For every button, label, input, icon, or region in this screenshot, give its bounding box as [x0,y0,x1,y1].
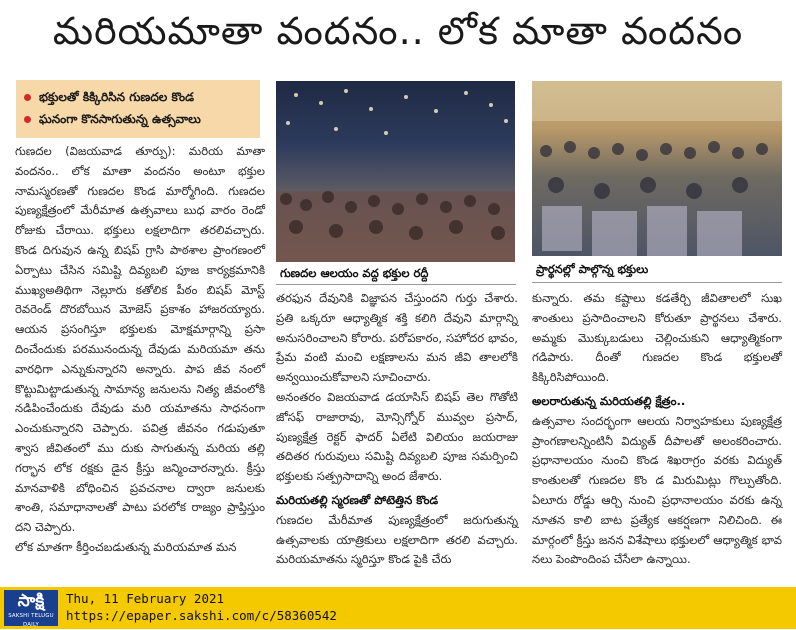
caption-divider [276,284,516,285]
photo-caption: గుణదల ఆలయం వద్ద భక్తుల రద్దీ [280,266,429,280]
logo-text: సాక్షి [17,591,45,611]
crowd-photo [276,81,515,262]
article-column-3 [532,289,782,570]
bullet-icon [24,94,31,101]
edition-date: Thu, 11 February 2021 [66,591,225,606]
highlights-box [16,80,260,138]
crowd-photo-image [276,81,515,262]
article-column-2 [276,289,518,570]
photo-caption: ప్రార్థనల్లో పాల్గొన్న భక్తులు [536,262,649,276]
article-paragraph: ఉత్సవాల సందర్భంగా ఆలయ నిర్వాహకులు పుణ్యక్షేత్ర ప్రాంగణాలన్నింటినీ విద్యుత్ దీపాలతో అలంకరించారు. ప్రధానాలయం నుంచి కొండ శిఖరాగ్రం వరకు విద్యుత్ కాంతులతో గుణదల కొం డ మిరుమిట్లు గొల్పుతోంది. ఏలూరు రోడ్డు ఆర్చి నుంచి ప్రధానాలయం వరకు ఉన్న నూతన కాలి బాట ప్రత్యేక ఆకర్షణగా నిలిచింది. ఈ మార్గంలో క్రీస్తు జనన విశేషాలు భక్తులలో ఆధ్యాత్మిక భావ నలు పెంపొందింప చేసేలా ఉన్నాయి. [532,413,782,567]
subheading: మరియతల్లి స్మరణతో పోటెత్తిన కొండ [276,492,439,507]
epaper-url[interactable]: https://epaper.sakshi.com/c/58360542 [66,608,337,623]
highlight-text: భక్తులతో కిక్కిరిసిన గుణదల కొండ [39,90,195,104]
article-paragraph: అనంతరం విజయవాడ డయాసిస్ బిషప్ తెల గొతోటి జోసఫ్ రాజారావు, మోన్సిగ్నోర్ మువ్వల ప్రసాద్, పుణ్యక్షేత్ర రెక్టర్ ఫాదర్ ఏలేటి విలియం జయరాజు తదితర గురువులు సమిష్టి దివ్యబలి పూజ సమర్పించి భక్తులకు సత్ప్రసాదాన్ని అంద జేశారు. [276,389,518,484]
highlight-text: ఘనంగా కొనసాగుతున్న ఉత్సవాలు [39,112,201,126]
logo-subtitle: SAKSHI TELUGU DAILY [8,613,54,628]
prayer-photo-image [532,81,782,256]
article-paragraph: గుణదల మేరీమాత పుణ్యక్షేత్రంలో జరుగుతున్న ఉత్సవాలకు యాత్రికులు లక్షలాదిగా తరలి వచ్చారు. మరియమాతను స్మరిస్తూ కొండ పైకి చేరు [276,512,518,567]
article-column-1 [15,142,265,558]
caption-divider [532,282,782,283]
footer-info [66,590,337,624]
footer-bar [0,587,796,629]
highlight-item [24,108,252,130]
headline: మరియమాతా వందనం.. లోక మాతా వందనం [52,9,744,53]
highlight-item [24,86,252,108]
article-paragraph: గుణదల (విజయవాడ తూర్పు): మరియ మాతా వందనం.. లోక మాతా వందనం అంటూ భక్తుల నామస్మరణతో గుణదల కొండ మార్మోగింది. గుణదల పుణ్యక్షేత్రంలో మేరీమాత ఉత్సవాలు బుధ వారం రెండో రోజుకు చేరాయి. భక్తులు లక్షలాదిగా తరలివచ్చారు. కొండ దిగువున ఉన్న బిషప్ గ్రాసి పాఠశాల ప్రాంగణంలో ఏర్పాటు చేసిన సమిష్టి దివ్యబలి పూజ కార్యక్రమానికి ముఖ్యఅతిథిగా నెల్లూరు కతోలిక పీఠం బిషప్ మోస్ట్ రెవరెండ్ దొరబోయిన మోజెస్ ప్రకాశం హాజరయ్యారు. ఆయన ప్రసంగిస్తూ భక్తులకు మోక్షమార్గాన్ని ప్రసా దించేందుకు పరమునందున్న దేవుడు మరియమా తను వారధిగా ఎన్నుకున్నారని అన్నారు. పాప జీవ నంలో కొట్టుమిట్టాడుతున్న సామాన్య జనులను నిత్య జీవంలోకి నడిపించేందుకు దేవుడు మరి యమాతను సాధనంగా ఎంచుకున్నారని చెప్పారు. పవిత్ర జీవనం గడుపుతూ శ్వాస జీవితంలో ము దుకు సాగుతున్న మరియ తల్లి గర్భాన లోక రక్షకు డైన క్రీస్తు జన్మించారన్నారు. క్రీస్తు మానవాళికి బోధించిన ప్రవచనాల ద్వారా జనులకు శాంతి, సమాధానాలతో పాటు పరలోక రాజ్యం ప్రాప్తిస్తుం దని చెప్పారు. [15,144,265,535]
article-paragraph: లోక మాతగా కీర్తించబడుతున్న మరియమాత మన [15,539,237,554]
subheading: అలరారుతున్న మరియతల్లి క్షేత్రం.. [532,393,686,408]
article-paragraph: తరఫున దేవునికి విజ్ఞాపన చేస్తుందని గుర్తు చేశారు. ప్రతి ఒక్కరూ ఆధ్యాత్మిక శక్తి కలిగి దేవుని మార్గాన్ని అనుసరించాలని కోరారు. పరోపకారం, సహోదర భావం, ప్రేమ వంటి మంచి లక్షణాలను మన జీవి తాలలోకి అన్వయించుకోవాలని సూచించారు. [276,291,518,385]
article-paragraph: కున్నారు. తమ కష్టాలు కడతేర్చి జీవితాలలో సుఖ శాంతులు ప్రసాదించాలని కోరుతూ ప్రార్థనలు చేశారు. అమ్మకు మొక్కుబడులు చెల్లించుకుని ఆధ్యాత్మికంగా గడిపారు. దీంతో గుణదల కొండ భక్తులతో కిక్కిరిసిపోయింది. [532,291,782,385]
bullet-icon [24,116,31,123]
prayer-photo [532,81,782,256]
sakshi-logo [4,590,58,626]
